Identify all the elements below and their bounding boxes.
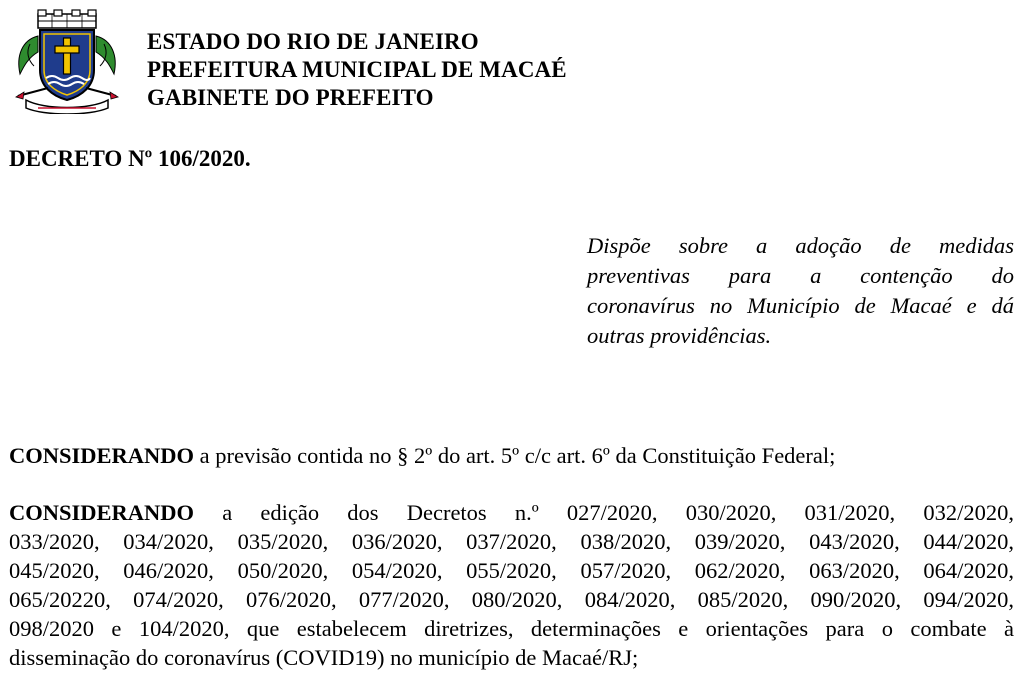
consideration-paragraph [9, 498, 1014, 672]
summary-line: outras providências. [587, 323, 772, 348]
paragraph-line [9, 441, 1014, 470]
paragraph-line: 098/2020 e 104/2020, que estabelecem diretrizes, determinações e orientações para o combate à [9, 616, 1014, 641]
paragraph-line: 045/2020, 046/2020, 050/2020, 054/2020, 055/2020, 057/2020, 062/2020, 063/2020, 064/2020, [9, 558, 1014, 583]
letterhead-state: ESTADO DO RIO DE JANEIRO [147, 29, 479, 54]
paragraph-line [9, 498, 1014, 527]
paragraph-line: 065/20220, 074/2020, 076/2020, 077/2020, 080/2020, 084/2020, 085/2020, 090/2020, 094/2020, [9, 587, 1014, 612]
considerando-keyword: CONSIDERANDO [9, 443, 195, 468]
paragraph-line: disseminação do coronavírus (COVID19) no município de Macaé/RJ; [9, 645, 639, 670]
summary-line: coronavírus no Município de Macaé e dá [587, 293, 1014, 318]
summary-line: Dispõe sobre a adoção de medidas [587, 233, 1014, 258]
decree-number: DECRETO Nº 106/2020. [9, 146, 251, 171]
municipal-crest-logo [8, 8, 126, 114]
paragraph-line: 033/2020, 034/2020, 035/2020, 036/2020, 037/2020, 038/2020, 039/2020, 043/2020, 044/2020, [9, 529, 1014, 554]
decree-summary [587, 231, 1014, 351]
letterhead-municipality: PREFEITURA MUNICIPAL DE MACAÉ [147, 57, 567, 82]
considerando-keyword: CONSIDERANDO [9, 500, 195, 525]
summary-line: preventivas para a contenção do [587, 263, 1014, 288]
crown-icon [38, 10, 96, 28]
paragraph-text: a edição dos Decretos n.º 027/2020, 030/2020, 031/2020, 032/2020, [194, 500, 1014, 525]
letterhead [147, 28, 567, 112]
paragraph-text: a previsão contida no § 2º do art. 5º c/c art. 6º da Constituição Federal; [194, 443, 836, 468]
letterhead-office: GABINETE DO PREFEITO [147, 85, 434, 110]
ribbon-icon [26, 100, 108, 114]
consideration-paragraph [9, 441, 1014, 470]
